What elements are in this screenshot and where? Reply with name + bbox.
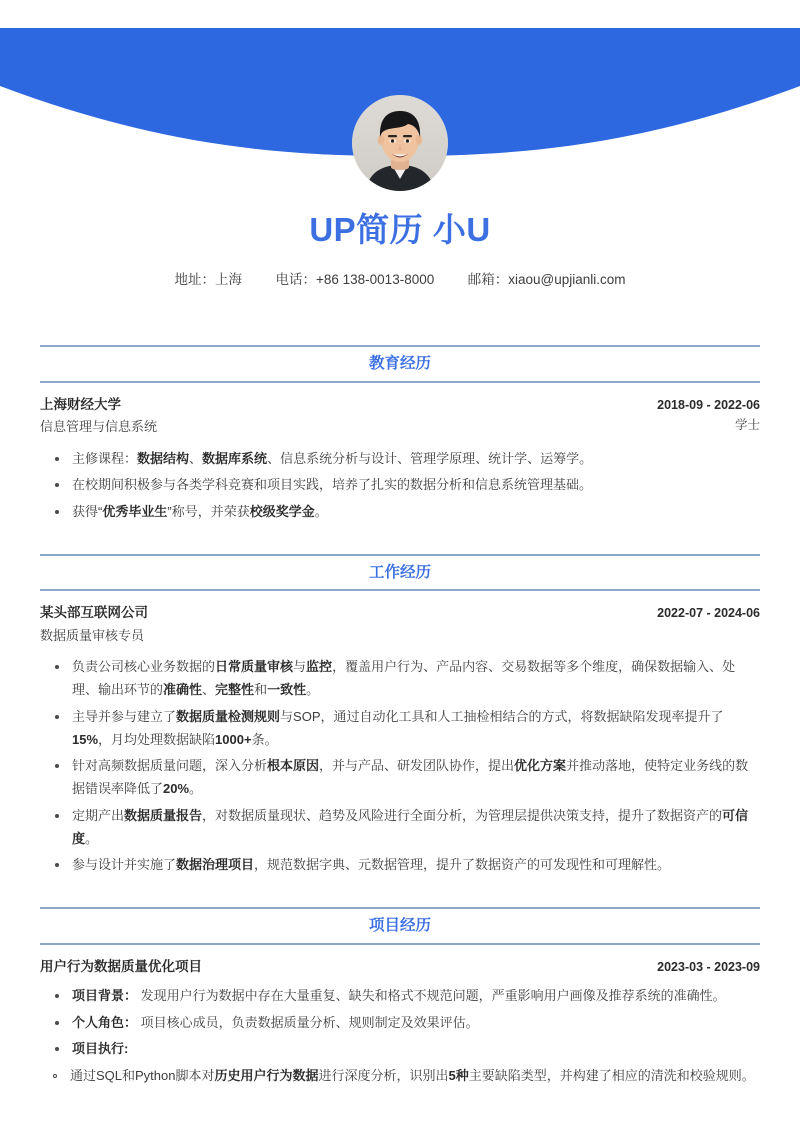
project-bullets (40, 985, 760, 1061)
education-dates: 2018-09 - 2022-06 (657, 397, 760, 412)
work-bullets (40, 656, 760, 877)
section-work (40, 554, 760, 877)
profile-photo-icon (352, 95, 448, 191)
work-dates: 2022-07 - 2024-06 (657, 606, 760, 621)
education-entry-right (641, 395, 760, 436)
project-subbullets (40, 1065, 760, 1088)
email-value: xiaou@upjianli.com (508, 272, 626, 287)
list-item: 项目执行: (40, 1038, 760, 1061)
list-item: 定期产出数据质量报告，对数据质量现状、趋势及风险进行全面分析，为管理层提供决策支持，提升了数据资产的可信度。 (40, 805, 760, 851)
phone-value: +86 138-0013-8000 (316, 272, 435, 287)
project-entry-right (641, 957, 760, 977)
list-item: 在校期间积极参与各类学科竞赛和项目实践，培养了扎实的数据分析和信息系统管理基础。 (40, 474, 760, 497)
section-education (40, 345, 760, 524)
section-title-education: 教育经历 (368, 355, 431, 372)
section-rule-bottom (40, 589, 760, 591)
project-dates: 2023-03 - 2023-09 (657, 959, 760, 974)
list-item: 主导并参与建立了数据质量检测规则与SOP，通过自动化工具和人工抽检相结合的方式，将数据缺陷发现率提升了15%，月均处理数据缺陷1000+条。 (40, 706, 760, 752)
project-entry (40, 957, 760, 1088)
section-title-project: 项目经历 (368, 917, 431, 935)
address-value: 上海 (214, 272, 242, 287)
contact-phone (276, 268, 435, 288)
avatar (352, 95, 448, 191)
school-name: 上海财经大学 (40, 396, 121, 412)
list-item: 负责公司核心业务数据的日常质量审核与监控，覆盖用户行为、产品内容、交易数据等多个维度，确保数据输入、处理、输出环节的准确性、完整性和一致性。 (40, 656, 760, 702)
list-item: 获得“优秀毕业生”称号，并荣获校级奖学金。 (40, 501, 760, 524)
section-project (40, 907, 760, 1088)
company-name: 某头部互联网公司 (40, 605, 148, 621)
list-item: 通过SQL和Python脚本对历史用户行为数据进行深度分析，识别出5种主要缺陷类型，并构建了相应的清洗和校验规则。 (40, 1065, 760, 1088)
email-label: 邮箱： (467, 272, 509, 287)
contact-line (0, 268, 800, 288)
degree-label: 学士 (734, 417, 760, 432)
project-entry-left (40, 957, 641, 977)
major-name: 信息管理与信息系统 (40, 418, 158, 434)
education-entry-head (40, 395, 760, 440)
phone-label: 电话： (275, 272, 316, 287)
section-rule-bottom (40, 943, 760, 945)
project-name: 用户行为数据质量优化项目 (40, 958, 202, 974)
work-entry-head (40, 603, 760, 648)
work-entry-right (641, 603, 760, 623)
education-bullets (40, 448, 760, 524)
list-item: 针对高频数据质量问题，深入分析根本原因，并与产品、研发团队协作，提出优化方案并推动落地，使特定业务线的数据错误率降低了20%。 (40, 755, 760, 801)
work-entry-left (40, 603, 641, 648)
project-entry-head (40, 957, 760, 977)
address-label: 地址： (174, 272, 215, 287)
list-item: 主修课程：数据结构、数据库系统、信息系统分析与设计、管理学原理、统计学、运筹学。 (40, 448, 760, 471)
job-title: 数据质量审核专员 (40, 627, 145, 643)
section-rule-bottom (40, 381, 760, 383)
contact-address (174, 268, 242, 288)
work-entry (40, 603, 760, 877)
section-title-work: 工作经历 (368, 563, 431, 581)
education-entry (40, 395, 760, 524)
contact-email (468, 268, 626, 288)
education-entry-left (40, 395, 641, 440)
resume-body (40, 345, 760, 1094)
list-item: 项目背景： 发现用户行为数据中存在大量重复、缺失和格式不规范问题，严重影响用户画像及推荐系统的准确性。 (40, 985, 760, 1008)
page-title: UP简历 小U (309, 211, 491, 248)
list-item: 个人角色： 项目核心成员，负责数据质量分析、规则制定及效果评估。 (40, 1012, 760, 1035)
list-item: 参与设计并实施了数据治理项目，规范数据字典、元数据管理，提升了数据资产的可发现性和可理解性。 (40, 854, 760, 877)
